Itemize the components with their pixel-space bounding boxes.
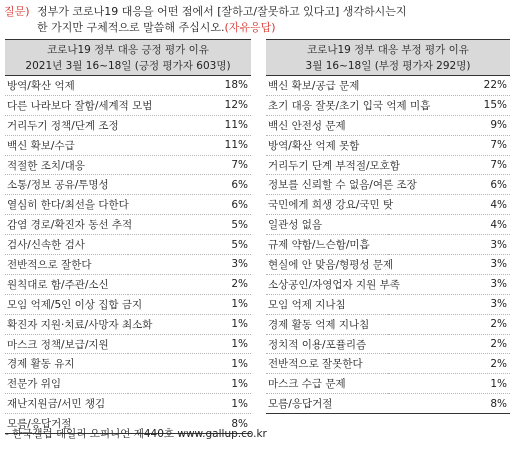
table-row (5, 215, 251, 235)
reason-label: 정치적 이용/포퓰리즘 (266, 334, 388, 354)
table-row (5, 354, 251, 374)
reason-label: 백신 안전성 문제 (266, 115, 388, 135)
reason-label: 방역/확산 억제 (5, 76, 128, 96)
table-row (5, 274, 251, 294)
table-row (266, 95, 510, 115)
table-row (266, 374, 510, 394)
reason-label: 정보를 신뢰할 수 없음/여론 조장 (266, 175, 388, 195)
table-row (266, 215, 510, 235)
table-row (266, 76, 510, 96)
reason-label: 국민에게 희생 강요/국민 탓 (266, 195, 388, 215)
negative-table-subtitle: 3월 16~18일 (부정 평가자 292명) (305, 60, 471, 72)
reason-label: 경제 활동 억제 지나침 (266, 314, 388, 334)
table-row (266, 294, 510, 314)
table-row (5, 115, 251, 135)
reason-percent: 1% (128, 314, 251, 334)
reason-percent: 3% (388, 235, 510, 255)
reason-percent: 15% (388, 95, 510, 115)
reason-percent: 2% (388, 314, 510, 334)
table-row (266, 274, 510, 294)
reason-percent: 3% (128, 255, 251, 275)
reason-label: 방역/확산 억제 못함 (266, 135, 388, 155)
table-row (5, 374, 251, 394)
reason-label: 감염 경로/확진자 동선 추적 (5, 215, 128, 235)
positive-table-subtitle: 2021년 3월 16~18일 (긍정 평가자 603명) (25, 60, 231, 72)
negative-table-header (266, 40, 510, 76)
reason-label: 전반적으로 잘한다 (5, 255, 128, 275)
positive-reasons-table (5, 39, 251, 434)
table-row (266, 255, 510, 275)
table-row (266, 175, 510, 195)
reason-percent: 7% (388, 135, 510, 155)
negative-table-body (266, 76, 510, 414)
table-row (5, 255, 251, 275)
reason-percent: 2% (128, 274, 251, 294)
table-row (5, 175, 251, 195)
reason-percent: 3% (388, 294, 510, 314)
table-row (5, 76, 251, 96)
table-row (5, 135, 251, 155)
reason-label: 열심히 한다/최선을 다한다 (5, 195, 128, 215)
reason-percent: 12% (128, 95, 251, 115)
reason-percent: 4% (388, 215, 510, 235)
table-row (5, 314, 251, 334)
source-note: - 한국갤럽 데일리 오피니언 제440호 www.gallup.co.kr (5, 428, 267, 440)
table-row (266, 115, 510, 135)
reason-percent: 5% (128, 235, 251, 255)
reason-percent: 11% (128, 115, 251, 135)
question-text (37, 4, 507, 36)
table-row (266, 155, 510, 175)
reason-label: 모름/응답거절 (266, 394, 388, 414)
table-row (5, 294, 251, 314)
table-row (5, 235, 251, 255)
reason-percent: 1% (128, 394, 251, 414)
reason-percent: 18% (128, 76, 251, 96)
reason-percent: 4% (388, 195, 510, 215)
reason-percent: 1% (128, 374, 251, 394)
reason-label: 모름/응답거절 (5, 414, 128, 434)
reason-label: 마스크 정책/보급/지원 (5, 334, 128, 354)
reason-percent: 6% (388, 175, 510, 195)
reason-label: 소통/정보 공유/투명성 (5, 175, 128, 195)
reason-label: 규제 약함/느슨함/미흡 (266, 235, 388, 255)
reason-percent: 1% (128, 294, 251, 314)
reason-percent: 8% (388, 394, 510, 414)
reason-percent: 8% (128, 414, 251, 434)
reason-percent: 2% (388, 354, 510, 374)
table-row (5, 334, 251, 354)
reason-percent: 3% (388, 255, 510, 275)
reason-label: 원칙대로 함/주관/소신 (5, 274, 128, 294)
reason-label: 거리두기 정책/단계 조정 (5, 115, 128, 135)
reason-percent: 9% (388, 115, 510, 135)
reason-percent: 7% (388, 155, 510, 175)
reason-label: 소상공인/자영업자 지원 부족 (266, 274, 388, 294)
positive-table-title: 코로나19 정부 대응 긍정 평가 이유 (47, 44, 209, 56)
reason-label: 다른 나라보다 잘함/세계적 모범 (5, 95, 128, 115)
table-row (266, 354, 510, 374)
reason-percent: 7% (128, 155, 251, 175)
reason-percent: 6% (128, 195, 251, 215)
reason-label: 재난지원금/서민 챙김 (5, 394, 128, 414)
reason-label: 확진자 지원·치료/사망자 최소화 (5, 314, 128, 334)
reason-label: 거리두기 단계 부적절/모호함 (266, 155, 388, 175)
reason-percent: 1% (128, 354, 251, 374)
reason-label: 경제 활동 유지 (5, 354, 128, 374)
reason-percent: 5% (128, 215, 251, 235)
open-response-note: (자유응답) (224, 21, 276, 34)
table-row (5, 195, 251, 215)
negative-table-title: 코로나19 정부 대응 부정 평가 이유 (307, 44, 469, 56)
positive-table-body (5, 76, 251, 434)
question-tag: 질문) (4, 5, 30, 18)
reason-label: 적절한 조치/대응 (5, 155, 128, 175)
reason-label: 백신 확보/수급 (5, 135, 128, 155)
table-row (266, 135, 510, 155)
reason-label: 일관성 없음 (266, 215, 388, 235)
table-row (5, 155, 251, 175)
reason-label: 검사/신속한 검사 (5, 235, 128, 255)
negative-reasons-table (266, 39, 510, 414)
reason-percent: 1% (388, 374, 510, 394)
reason-percent: 6% (128, 175, 251, 195)
table-row (266, 235, 510, 255)
table-row (266, 334, 510, 354)
reason-label: 전반적으로 잘못한다 (266, 354, 388, 374)
reason-percent: 3% (388, 274, 510, 294)
reason-percent: 22% (388, 76, 510, 96)
table-row (266, 314, 510, 334)
table-row (5, 394, 251, 414)
reason-percent: 11% (128, 135, 251, 155)
table-row (5, 95, 251, 115)
table-row (266, 195, 510, 215)
reason-label: 마스크 수급 문제 (266, 374, 388, 394)
reason-label: 현실에 안 맞음/형평성 문제 (266, 255, 388, 275)
question-line-2-text: 한 가지만 구체적으로 말씀해 주십시오. (37, 21, 225, 34)
reason-label: 전문가 위임 (5, 374, 128, 394)
question-line-1: 정부가 코로나19 대응을 어떤 점에서 [잘하고/잘못하고 있다고] 생각하시는지 (37, 5, 407, 18)
reason-label: 백신 확보/공급 문제 (266, 76, 388, 96)
question-line-2 (37, 20, 507, 36)
table-row (266, 394, 510, 414)
reason-label: 초기 대응 잘못/초기 입국 억제 미흡 (266, 95, 388, 115)
positive-table-header (5, 40, 251, 76)
reason-percent: 2% (388, 334, 510, 354)
reason-percent: 1% (128, 334, 251, 354)
reason-label: 모임 억제/5인 이상 집합 금지 (5, 294, 128, 314)
reason-label: 모임 억제 지나침 (266, 294, 388, 314)
